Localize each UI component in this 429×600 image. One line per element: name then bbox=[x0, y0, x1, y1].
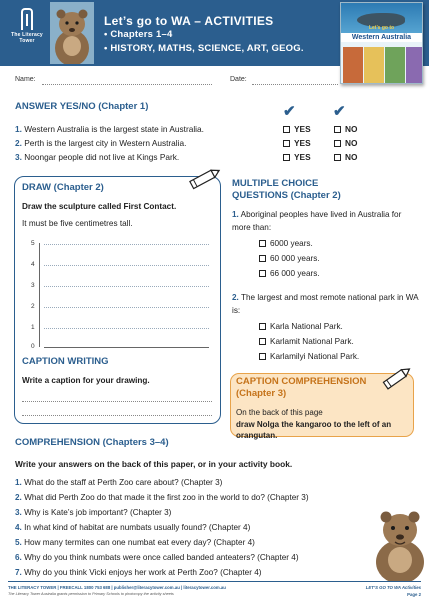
yes-no-title: ANSWER YES/NO bbox=[15, 101, 96, 112]
header-subjects: • HISTORY, MATHS, SCIENCE, ART, GEOG. bbox=[104, 43, 304, 54]
ruler-line bbox=[44, 286, 209, 287]
yes-checkbox[interactable]: YES bbox=[283, 138, 311, 148]
ruler-tick-label: 1 bbox=[31, 324, 35, 331]
mc-option-checkbox[interactable]: Karla National Park. bbox=[259, 322, 343, 331]
quokka-photo bbox=[370, 500, 428, 582]
book-cover-image bbox=[340, 2, 423, 84]
mc-question: 2. The largest and most remote national park in WA is: bbox=[232, 293, 419, 315]
mc-title-line: MULTIPLE CHOICE bbox=[232, 178, 319, 189]
ruler-baseline bbox=[44, 347, 209, 348]
comprehension-question: 7. Why do you think Vicki enjoys her work at Perth Zoo? (Chapter 4) bbox=[15, 568, 262, 577]
book-cover-photo bbox=[406, 47, 423, 83]
name-field[interactable] bbox=[42, 84, 212, 85]
draw-title: DRAW (Chapter 2) bbox=[22, 182, 104, 193]
yes-no-question: 1. Western Australia is the largest state in Australia. bbox=[15, 124, 204, 134]
footer-permission: The Literacy Tower Australia grants permission to Primary Schools to photocopy the activity sheets bbox=[8, 592, 174, 596]
caption-answer-line[interactable] bbox=[22, 401, 212, 402]
mc-option-checkbox[interactable]: Karlamilyi National Park. bbox=[259, 352, 359, 361]
checkmark-icon: ✔ bbox=[283, 103, 296, 120]
footer-series: LET’S GO TO WA Activities bbox=[365, 585, 421, 590]
footer-page-number: Page 2 bbox=[407, 592, 421, 597]
header-title: Let’s go to WA – ACTIVITIES bbox=[104, 14, 274, 28]
caption-comprehension-text bbox=[236, 407, 411, 442]
cc-title-line: CAPTION COMPREHENSION bbox=[236, 376, 367, 387]
no-checkbox[interactable]: NO bbox=[334, 138, 357, 148]
footer-publisher: THE LITERACY TOWER | FREECALL 1800 753 688 | publisher@literacytower.com.au | literacytower.com.au bbox=[8, 585, 226, 590]
yes-checkbox[interactable]: YES bbox=[283, 124, 311, 134]
mc-question: 1. Aboriginal peoples have lived in Australia for more than: bbox=[232, 210, 402, 232]
ruler-line bbox=[44, 244, 209, 245]
comprehension-title: COMPREHENSION (Chapters 3–4) bbox=[15, 437, 169, 448]
book-cover-photo bbox=[385, 47, 405, 83]
ruler-tick-label: 2 bbox=[31, 303, 35, 310]
comprehension-question: 6. Why do you think numbats were once called banded anteaters? (Chapter 4) bbox=[15, 553, 299, 562]
logo-text: The Literacy Tower bbox=[11, 32, 43, 44]
ruler-line bbox=[44, 328, 209, 329]
name-label: Name: bbox=[15, 76, 36, 83]
ruler-axis bbox=[39, 243, 40, 347]
pencil-icon bbox=[380, 363, 416, 391]
caption-comprehension-heading bbox=[236, 376, 366, 400]
draw-instruction: Draw the sculpture called First Contact. bbox=[22, 202, 177, 211]
cc-text-bold: draw Nolga the kangaroo to the left of an orangutan. bbox=[236, 419, 392, 440]
header-chapters: • Chapters 1–4 bbox=[104, 29, 173, 40]
caption-writing-instruction: Write a caption for your drawing. bbox=[22, 376, 150, 385]
checkmark-icon: ✔ bbox=[333, 103, 346, 120]
ruler-line bbox=[44, 265, 209, 266]
book-cover-title: Western Australia bbox=[341, 33, 422, 42]
mc-option-checkbox[interactable]: 66 000 years. bbox=[259, 269, 320, 278]
comprehension-question: 5. How many termites can one numbat eat every day? (Chapter 4) bbox=[15, 538, 255, 547]
comprehension-question: 4. In what kind of habitat are numbats usually found? (Chapter 4) bbox=[15, 523, 251, 532]
date-label: Date: bbox=[230, 76, 247, 83]
quokka-photo bbox=[50, 2, 94, 64]
yes-checkbox[interactable]: YES bbox=[283, 152, 311, 162]
yes-no-heading bbox=[15, 101, 148, 112]
ruler-tick-label: 0 bbox=[31, 343, 35, 350]
mc-option-checkbox[interactable]: 60 000 years. bbox=[259, 254, 320, 263]
comprehension-question: 1. What do the staff at Perth Zoo care about? (Chapter 3) bbox=[15, 478, 223, 487]
draw-panel bbox=[14, 176, 221, 424]
mc-option-checkbox[interactable]: Karlamit National Park. bbox=[259, 337, 354, 346]
yes-no-chapter: (Chapter 1) bbox=[98, 101, 149, 112]
book-cover-subtitle: Let’s go to bbox=[368, 25, 395, 31]
mc-title-line: QUESTIONS (Chapter 2) bbox=[232, 190, 341, 201]
ruler-line bbox=[44, 307, 209, 308]
no-checkbox[interactable]: NO bbox=[334, 124, 357, 134]
date-field[interactable] bbox=[252, 84, 338, 85]
page-footer bbox=[8, 581, 421, 597]
pencil-icon bbox=[186, 165, 224, 191]
ruler-tick-label: 3 bbox=[31, 282, 35, 289]
no-checkbox[interactable]: NO bbox=[334, 152, 357, 162]
caption-writing-title: CAPTION WRITING bbox=[22, 356, 109, 367]
ruler-tick-label: 5 bbox=[31, 240, 35, 247]
tower-icon bbox=[21, 8, 33, 30]
literacy-tower-logo bbox=[6, 6, 48, 52]
cc-title-line: (Chapter 3) bbox=[236, 388, 287, 399]
ruler-tick-label: 4 bbox=[31, 261, 35, 268]
draw-note: It must be five centimetres tall. bbox=[22, 219, 133, 228]
cc-text-plain: On the back of this page bbox=[236, 408, 323, 417]
multiple-choice-heading bbox=[232, 178, 341, 202]
comprehension-question: 3. Why is Kate’s job important? (Chapter 3) bbox=[15, 508, 172, 517]
mc-option-checkbox[interactable]: 6000 years. bbox=[259, 239, 313, 248]
yes-no-question: 2. Perth is the largest city in Western Australia. bbox=[15, 138, 187, 148]
comprehension-instruction: Write your answers on the back of this paper, or in your activity book. bbox=[15, 459, 293, 469]
book-cover-photo bbox=[364, 47, 384, 83]
yes-no-question: 3. Noongar people did not live at Kings Park. bbox=[15, 152, 180, 162]
comprehension-question: 2. What did Perth Zoo do that made it the first zoo in the world to do? (Chapter 3) bbox=[15, 493, 309, 502]
caption-answer-line[interactable] bbox=[22, 415, 212, 416]
book-cover-photo bbox=[343, 47, 363, 83]
